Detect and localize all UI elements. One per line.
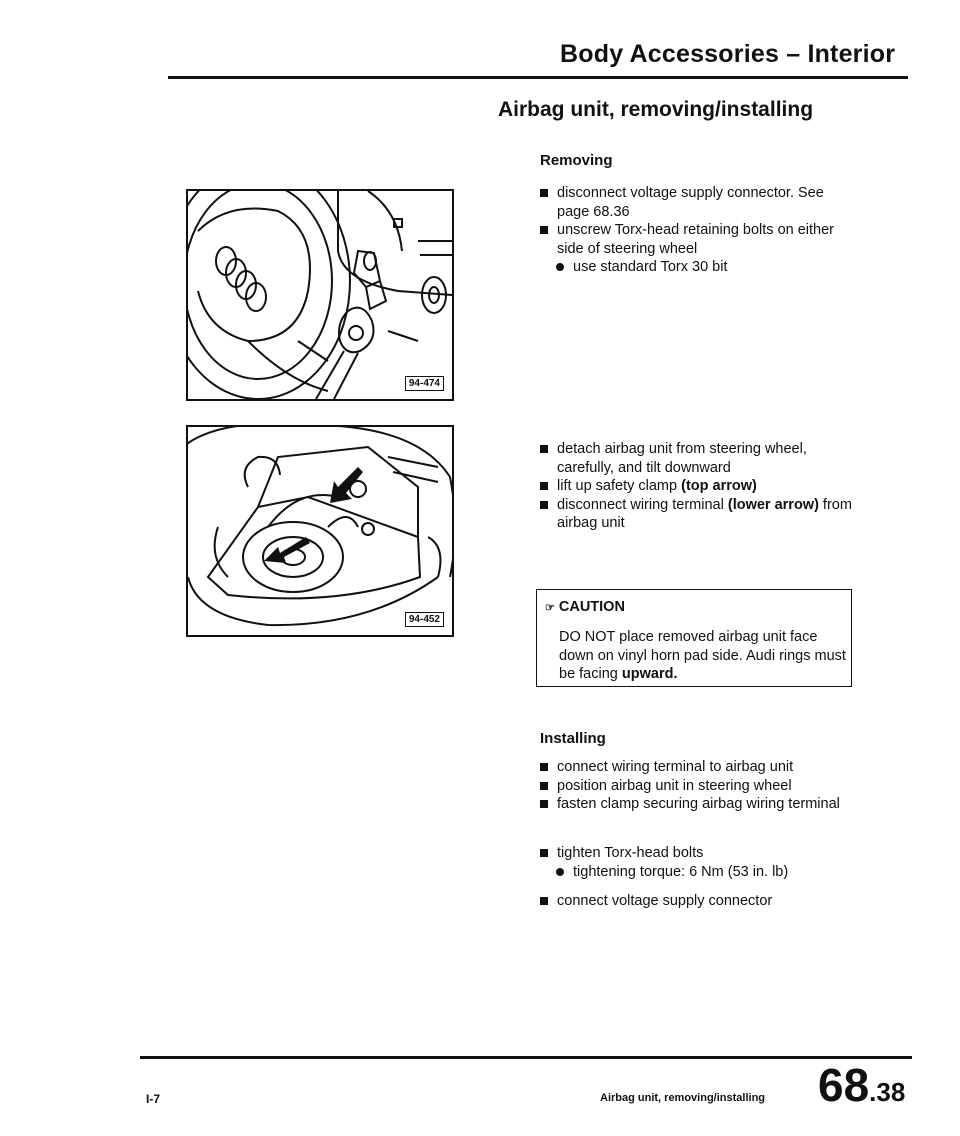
figure-1-label: 94-474 xyxy=(405,376,444,391)
footer-page-number xyxy=(818,1059,906,1111)
section-title: Airbag unit, removing/installing xyxy=(498,98,814,121)
installing-steps-list xyxy=(540,758,860,814)
caution-title-row xyxy=(545,598,625,618)
list-subitem: use standard Torx 30 bit xyxy=(540,258,860,277)
figure-2-label: 94-452 xyxy=(405,612,444,627)
installing-steps-list-3 xyxy=(540,892,860,911)
airbag-connector-illustration xyxy=(188,427,452,635)
page-minor: 38 xyxy=(876,1077,906,1107)
footer-caption: Airbag unit, removing/installing xyxy=(600,1092,766,1104)
figure-steering-wheel-torx xyxy=(186,189,454,401)
installing-steps-list-2 xyxy=(540,844,860,881)
list-item: connect wiring terminal to airbag unit xyxy=(540,758,860,777)
caution-text xyxy=(559,628,847,684)
caution-text-main: DO NOT place removed airbag unit face down on vinyl horn pad side. Audi rings must be facing xyxy=(559,629,846,682)
list-item: fasten clamp securing airbag wiring terminal xyxy=(540,795,860,814)
caution-title: CAUTION xyxy=(558,599,625,615)
list-item: position airbag unit in steering wheel xyxy=(540,777,860,796)
page-header-title: Body Accessories – Interior xyxy=(560,40,896,68)
clamp-step-text: lift up safety clamp xyxy=(557,478,682,494)
installing-heading: Installing xyxy=(540,730,606,747)
caution-hand-icon: ☞ xyxy=(545,602,555,614)
figure-airbag-connector xyxy=(186,425,454,637)
list-item xyxy=(540,477,860,496)
terminal-step-text: disconnect wiring terminal xyxy=(557,496,728,513)
terminal-step-bold: (lower arrow) xyxy=(727,496,819,513)
removing-heading: Removing xyxy=(540,152,613,169)
clamp-step-bold: (top arrow) xyxy=(681,478,757,494)
list-item: unscrew Torx-head retaining bolts on either side of steering wheel xyxy=(540,221,860,258)
list-item: tighten Torx-head bolts xyxy=(540,844,860,863)
header-rule xyxy=(168,76,908,79)
list-item: detach airbag unit from steering wheel, carefully, and tilt downward xyxy=(540,440,860,477)
list-item: connect voltage supply connector xyxy=(540,892,860,911)
steering-wheel-illustration xyxy=(188,191,452,399)
footer-page-left: I-7 xyxy=(146,1092,161,1106)
footer-rule xyxy=(140,1056,912,1059)
removing-steps-list-2 xyxy=(540,440,860,533)
terminal-step-text-after: from airbag unit xyxy=(557,496,852,531)
caution-box xyxy=(536,589,852,687)
removing-steps-list xyxy=(540,184,860,277)
list-subitem: tightening torque: 6 Nm (53 in. lb) xyxy=(540,863,860,882)
page-major: 68 xyxy=(818,1059,870,1111)
page-dot: . xyxy=(869,1077,877,1107)
list-item: disconnect voltage supply connector. See page 68.36 xyxy=(540,184,860,221)
list-item xyxy=(540,496,860,533)
caution-text-bold: upward. xyxy=(621,666,678,682)
